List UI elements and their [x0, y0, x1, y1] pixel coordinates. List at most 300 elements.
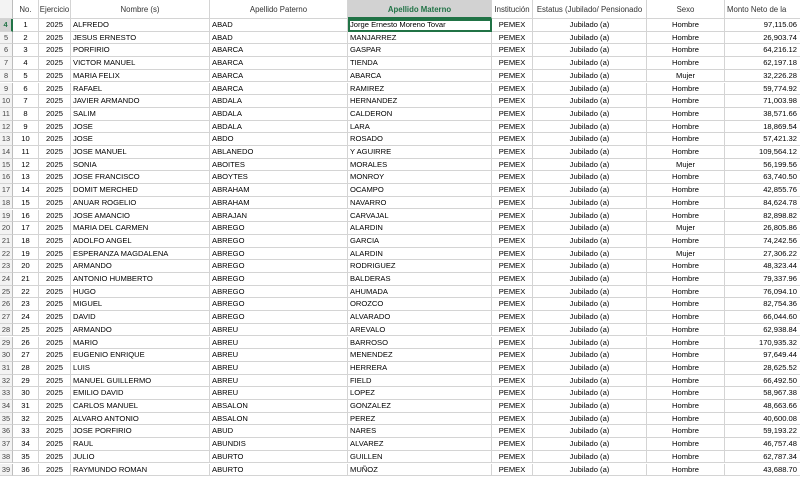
cell-ejercicio[interactable]: 2025	[39, 222, 71, 235]
cell-apellido-paterno[interactable]: ABAD	[210, 19, 348, 32]
cell-apellido-paterno[interactable]: ABREGO	[210, 298, 348, 311]
cell-apellido-paterno[interactable]: ABDALA	[210, 95, 348, 108]
cell-ejercicio[interactable]: 2025	[39, 298, 71, 311]
cell-no[interactable]: 5	[13, 70, 39, 83]
cell-monto[interactable]: 109,564.12	[725, 146, 800, 159]
cell-institucion[interactable]: PEMEX	[492, 311, 533, 324]
cell-ejercicio[interactable]: 2025	[39, 464, 71, 477]
header-sexo[interactable]: Sexo	[647, 0, 725, 19]
cell-ejercicio[interactable]: 2025	[39, 83, 71, 96]
cell-no[interactable]: 4	[13, 57, 39, 70]
cell-no[interactable]: 10	[13, 133, 39, 146]
cell-monto[interactable]: 40,600.08	[725, 413, 800, 426]
cell-nombre[interactable]: JULIO	[71, 451, 210, 464]
cell-ejercicio[interactable]: 2025	[39, 425, 71, 438]
cell-monto[interactable]: 48,323.44	[725, 260, 800, 273]
cell-nombre[interactable]: MARIA FELIX	[71, 70, 210, 83]
row-number[interactable]: 14	[0, 146, 13, 159]
cell-sexo[interactable]: Hombre	[647, 108, 725, 121]
cell-sexo[interactable]: Hombre	[647, 146, 725, 159]
cell-apellido-materno[interactable]: ALVARADO	[348, 311, 492, 324]
cell-apellido-materno[interactable]: AREVALO	[348, 324, 492, 337]
cell-sexo[interactable]: Hombre	[647, 184, 725, 197]
cell-monto[interactable]: 97,115.06	[725, 19, 800, 32]
cell-sexo[interactable]: Hombre	[647, 83, 725, 96]
cell-apellido-paterno[interactable]: ABREU	[210, 337, 348, 350]
cell-nombre[interactable]: JOSE PORFIRIO	[71, 425, 210, 438]
cell-monto[interactable]: 74,242.56	[725, 235, 800, 248]
cell-no[interactable]: 29	[13, 375, 39, 388]
cell-sexo[interactable]: Hombre	[647, 210, 725, 223]
cell-apellido-materno[interactable]: FIELD	[348, 375, 492, 388]
cell-sexo[interactable]: Hombre	[647, 413, 725, 426]
cell-no[interactable]: 13	[13, 171, 39, 184]
cell-apellido-paterno[interactable]: ABDO	[210, 133, 348, 146]
cell-monto[interactable]: 76,094.10	[725, 286, 800, 299]
cell-ejercicio[interactable]: 2025	[39, 171, 71, 184]
active-cell[interactable]: Jorge Ernesto Moreno Tovar	[348, 19, 492, 32]
cell-apellido-paterno[interactable]: ABOITES	[210, 159, 348, 172]
cell-institucion[interactable]: PEMEX	[492, 210, 533, 223]
cell-monto[interactable]: 48,663.66	[725, 400, 800, 413]
cell-no[interactable]: 31	[13, 400, 39, 413]
cell-monto[interactable]: 62,197.18	[725, 57, 800, 70]
cell-apellido-paterno[interactable]: ABREU	[210, 349, 348, 362]
header-monto[interactable]: Monto Neto de la	[725, 0, 800, 19]
cell-monto[interactable]: 84,624.78	[725, 197, 800, 210]
cell-institucion[interactable]: PEMEX	[492, 387, 533, 400]
cell-apellido-materno[interactable]: PEREZ	[348, 413, 492, 426]
cell-monto[interactable]: 57,421.32	[725, 133, 800, 146]
cell-institucion[interactable]: PEMEX	[492, 70, 533, 83]
cell-apellido-materno[interactable]: ALARDIN	[348, 248, 492, 261]
cell-estatus[interactable]: Jubilado (a)	[533, 387, 647, 400]
cell-monto[interactable]: 82,754.36	[725, 298, 800, 311]
cell-monto[interactable]: 28,625.52	[725, 362, 800, 375]
cell-ejercicio[interactable]: 2025	[39, 133, 71, 146]
row-number[interactable]: 20	[0, 222, 13, 235]
cell-apellido-materno[interactable]: GASPAR	[348, 44, 492, 57]
cell-no[interactable]: 27	[13, 349, 39, 362]
row-number[interactable]: 25	[0, 286, 13, 299]
row-number[interactable]: 28	[0, 324, 13, 337]
cell-no[interactable]: 15	[13, 197, 39, 210]
row-number[interactable]: 35	[0, 413, 13, 426]
cell-institucion[interactable]: PEMEX	[492, 121, 533, 134]
cell-nombre[interactable]: RAUL	[71, 438, 210, 451]
cell-apellido-paterno[interactable]: ABDALA	[210, 108, 348, 121]
cell-nombre[interactable]: DAVID	[71, 311, 210, 324]
cell-apellido-paterno[interactable]: ABREGO	[210, 260, 348, 273]
cell-apellido-paterno[interactable]: ABREGO	[210, 222, 348, 235]
cell-monto[interactable]: 66,044.60	[725, 311, 800, 324]
cell-apellido-paterno[interactable]: ABLANEDO	[210, 146, 348, 159]
cell-monto[interactable]: 62,787.34	[725, 451, 800, 464]
cell-no[interactable]: 25	[13, 324, 39, 337]
row-number[interactable]: 33	[0, 387, 13, 400]
cell-monto[interactable]: 46,757.48	[725, 438, 800, 451]
cell-monto[interactable]: 56,199.56	[725, 159, 800, 172]
row-number[interactable]: 23	[0, 260, 13, 273]
cell-estatus[interactable]: Jubilado (a)	[533, 19, 647, 32]
cell-apellido-paterno[interactable]: ABRAHAM	[210, 197, 348, 210]
row-number[interactable]: 32	[0, 375, 13, 388]
cell-estatus[interactable]: Jubilado (a)	[533, 438, 647, 451]
cell-no[interactable]: 26	[13, 337, 39, 350]
cell-no[interactable]: 19	[13, 248, 39, 261]
cell-no[interactable]: 30	[13, 387, 39, 400]
cell-nombre[interactable]: ANTONIO HUMBERTO	[71, 273, 210, 286]
cell-apellido-materno[interactable]: TIENDA	[348, 57, 492, 70]
cell-monto[interactable]: 64,216.12	[725, 44, 800, 57]
cell-no[interactable]: 22	[13, 286, 39, 299]
cell-apellido-paterno[interactable]: ABSALON	[210, 400, 348, 413]
row-number[interactable]: 38	[0, 451, 13, 464]
cell-apellido-materno[interactable]: HERRERA	[348, 362, 492, 375]
cell-estatus[interactable]: Jubilado (a)	[533, 95, 647, 108]
cell-ejercicio[interactable]: 2025	[39, 349, 71, 362]
cell-monto[interactable]: 18,869.54	[725, 121, 800, 134]
header-estatus[interactable]: Estatus (Jubilado/ Pensionado	[533, 0, 647, 19]
header-no[interactable]: No.	[13, 0, 39, 19]
cell-no[interactable]: 11	[13, 146, 39, 159]
row-number[interactable]: 29	[0, 337, 13, 350]
cell-institucion[interactable]: PEMEX	[492, 235, 533, 248]
cell-nombre[interactable]: EMILIO DAVID	[71, 387, 210, 400]
cell-ejercicio[interactable]: 2025	[39, 70, 71, 83]
cell-institucion[interactable]: PEMEX	[492, 19, 533, 32]
cell-estatus[interactable]: Jubilado (a)	[533, 83, 647, 96]
cell-ejercicio[interactable]: 2025	[39, 400, 71, 413]
cell-apellido-paterno[interactable]: ABAD	[210, 32, 348, 45]
cell-institucion[interactable]: PEMEX	[492, 171, 533, 184]
cell-apellido-paterno[interactable]: ABREU	[210, 387, 348, 400]
cell-monto[interactable]: 71,003.98	[725, 95, 800, 108]
cell-institucion[interactable]: PEMEX	[492, 159, 533, 172]
cell-estatus[interactable]: Jubilado (a)	[533, 133, 647, 146]
cell-monto[interactable]: 170,935.32	[725, 337, 800, 350]
cell-no[interactable]: 28	[13, 362, 39, 375]
cell-institucion[interactable]: PEMEX	[492, 273, 533, 286]
cell-no[interactable]: 17	[13, 222, 39, 235]
row-number[interactable]: 17	[0, 184, 13, 197]
cell-estatus[interactable]: Jubilado (a)	[533, 44, 647, 57]
cell-monto[interactable]: 59,193.22	[725, 425, 800, 438]
cell-apellido-paterno[interactable]: ABARCA	[210, 83, 348, 96]
cell-apellido-paterno[interactable]: ABARCA	[210, 44, 348, 57]
cell-nombre[interactable]: JOSE AMANCIO	[71, 210, 210, 223]
cell-institucion[interactable]: PEMEX	[492, 184, 533, 197]
corner-cell[interactable]	[0, 0, 13, 19]
cell-no[interactable]: 21	[13, 273, 39, 286]
row-number[interactable]: 18	[0, 197, 13, 210]
cell-no[interactable]: 6	[13, 83, 39, 96]
cell-nombre[interactable]: JOSE	[71, 121, 210, 134]
cell-apellido-paterno[interactable]: ABARCA	[210, 70, 348, 83]
cell-institucion[interactable]: PEMEX	[492, 197, 533, 210]
row-number[interactable]: 31	[0, 362, 13, 375]
cell-apellido-paterno[interactable]: ABUNDIS	[210, 438, 348, 451]
cell-sexo[interactable]: Hombre	[647, 387, 725, 400]
cell-no[interactable]: 7	[13, 95, 39, 108]
cell-institucion[interactable]: PEMEX	[492, 222, 533, 235]
cell-nombre[interactable]: ALFREDO	[71, 19, 210, 32]
cell-sexo[interactable]: Hombre	[647, 286, 725, 299]
cell-no[interactable]: 24	[13, 311, 39, 324]
row-number[interactable]: 12	[0, 121, 13, 134]
cell-sexo[interactable]: Hombre	[647, 32, 725, 45]
cell-institucion[interactable]: PEMEX	[492, 324, 533, 337]
cell-ejercicio[interactable]: 2025	[39, 438, 71, 451]
cell-institucion[interactable]: PEMEX	[492, 108, 533, 121]
cell-sexo[interactable]: Hombre	[647, 44, 725, 57]
cell-ejercicio[interactable]: 2025	[39, 324, 71, 337]
cell-nombre[interactable]: RAYMUNDO ROMAN	[71, 464, 210, 477]
cell-nombre[interactable]: ARMANDO	[71, 260, 210, 273]
cell-apellido-materno[interactable]: MANJARREZ	[348, 32, 492, 45]
row-number[interactable]: 16	[0, 171, 13, 184]
cell-ejercicio[interactable]: 2025	[39, 121, 71, 134]
cell-ejercicio[interactable]: 2025	[39, 362, 71, 375]
cell-sexo[interactable]: Hombre	[647, 133, 725, 146]
cell-estatus[interactable]: Jubilado (a)	[533, 108, 647, 121]
row-number[interactable]: 9	[0, 83, 13, 96]
cell-ejercicio[interactable]: 2025	[39, 108, 71, 121]
cell-institucion[interactable]: PEMEX	[492, 362, 533, 375]
cell-sexo[interactable]: Hombre	[647, 95, 725, 108]
cell-apellido-materno[interactable]: Y AGUIRRE	[348, 146, 492, 159]
cell-no[interactable]: 16	[13, 210, 39, 223]
cell-no[interactable]: 18	[13, 235, 39, 248]
cell-sexo[interactable]: Hombre	[647, 324, 725, 337]
cell-estatus[interactable]: Jubilado (a)	[533, 197, 647, 210]
cell-estatus[interactable]: Jubilado (a)	[533, 159, 647, 172]
cell-apellido-materno[interactable]: MUÑOZ	[348, 464, 492, 477]
cell-institucion[interactable]: PEMEX	[492, 260, 533, 273]
cell-institucion[interactable]: PEMEX	[492, 133, 533, 146]
row-number[interactable]: 37	[0, 438, 13, 451]
cell-monto[interactable]: 82,898.82	[725, 210, 800, 223]
cell-sexo[interactable]: Hombre	[647, 273, 725, 286]
cell-apellido-paterno[interactable]: ABURTO	[210, 464, 348, 477]
cell-apellido-materno[interactable]: RODRIGUEZ	[348, 260, 492, 273]
row-number[interactable]: 26	[0, 298, 13, 311]
cell-sexo[interactable]: Hombre	[647, 375, 725, 388]
cell-nombre[interactable]: EUGENIO ENRIQUE	[71, 349, 210, 362]
row-number[interactable]: 5	[0, 32, 13, 45]
cell-apellido-materno[interactable]: HERNANDEZ	[348, 95, 492, 108]
cell-no[interactable]: 32	[13, 413, 39, 426]
cell-monto[interactable]: 62,938.84	[725, 324, 800, 337]
cell-apellido-paterno[interactable]: ABURTO	[210, 451, 348, 464]
cell-sexo[interactable]: Hombre	[647, 197, 725, 210]
row-number[interactable]: 11	[0, 108, 13, 121]
cell-estatus[interactable]: Jubilado (a)	[533, 311, 647, 324]
cell-nombre[interactable]: CARLOS MANUEL	[71, 400, 210, 413]
cell-sexo[interactable]: Hombre	[647, 57, 725, 70]
header-apellido-paterno[interactable]: Apellido Paterno	[210, 0, 348, 19]
cell-apellido-paterno[interactable]: ABREU	[210, 362, 348, 375]
cell-monto[interactable]: 26,805.86	[725, 222, 800, 235]
cell-ejercicio[interactable]: 2025	[39, 451, 71, 464]
cell-institucion[interactable]: PEMEX	[492, 83, 533, 96]
cell-nombre[interactable]: VICTOR MANUEL	[71, 57, 210, 70]
cell-sexo[interactable]: Hombre	[647, 260, 725, 273]
cell-no[interactable]: 35	[13, 451, 39, 464]
row-number[interactable]: 30	[0, 349, 13, 362]
cell-sexo[interactable]: Hombre	[647, 298, 725, 311]
cell-estatus[interactable]: Jubilado (a)	[533, 121, 647, 134]
cell-estatus[interactable]: Jubilado (a)	[533, 248, 647, 261]
cell-apellido-paterno[interactable]: ABREU	[210, 375, 348, 388]
cell-sexo[interactable]: Mujer	[647, 248, 725, 261]
cell-ejercicio[interactable]: 2025	[39, 197, 71, 210]
cell-apellido-materno[interactable]: CALDERON	[348, 108, 492, 121]
cell-nombre[interactable]: JESUS ERNESTO	[71, 32, 210, 45]
cell-apellido-materno[interactable]: ABARCA	[348, 70, 492, 83]
cell-nombre[interactable]: ESPERANZA MAGDALENA	[71, 248, 210, 261]
cell-nombre[interactable]: RAFAEL	[71, 83, 210, 96]
cell-no[interactable]: 14	[13, 184, 39, 197]
cell-ejercicio[interactable]: 2025	[39, 57, 71, 70]
cell-monto[interactable]: 42,855.76	[725, 184, 800, 197]
cell-monto[interactable]: 63,740.50	[725, 171, 800, 184]
cell-estatus[interactable]: Jubilado (a)	[533, 57, 647, 70]
cell-ejercicio[interactable]: 2025	[39, 184, 71, 197]
row-number[interactable]: 22	[0, 248, 13, 261]
cell-institucion[interactable]: PEMEX	[492, 337, 533, 350]
cell-estatus[interactable]: Jubilado (a)	[533, 286, 647, 299]
cell-nombre[interactable]: SALIM	[71, 108, 210, 121]
cell-sexo[interactable]: Mujer	[647, 222, 725, 235]
cell-nombre[interactable]: SONIA	[71, 159, 210, 172]
cell-apellido-materno[interactable]: OROZCO	[348, 298, 492, 311]
cell-ejercicio[interactable]: 2025	[39, 19, 71, 32]
header-ejercicio[interactable]: Ejercicio	[39, 0, 71, 19]
header-apellido-materno[interactable]: Apellido Materno	[348, 0, 492, 19]
cell-estatus[interactable]: Jubilado (a)	[533, 413, 647, 426]
cell-ejercicio[interactable]: 2025	[39, 286, 71, 299]
cell-apellido-materno[interactable]: GONZALEZ	[348, 400, 492, 413]
cell-sexo[interactable]: Hombre	[647, 438, 725, 451]
cell-apellido-materno[interactable]: LOPEZ	[348, 387, 492, 400]
row-number[interactable]: 4	[0, 19, 13, 32]
cell-institucion[interactable]: PEMEX	[492, 298, 533, 311]
cell-estatus[interactable]: Jubilado (a)	[533, 146, 647, 159]
cell-apellido-materno[interactable]: ALVAREZ	[348, 438, 492, 451]
row-number[interactable]: 39	[0, 464, 13, 477]
cell-estatus[interactable]: Jubilado (a)	[533, 210, 647, 223]
cell-nombre[interactable]: MARIO	[71, 337, 210, 350]
cell-no[interactable]: 33	[13, 425, 39, 438]
cell-apellido-materno[interactable]: AHUMADA	[348, 286, 492, 299]
cell-sexo[interactable]: Hombre	[647, 349, 725, 362]
cell-nombre[interactable]: ALVARO ANTONIO	[71, 413, 210, 426]
cell-apellido-materno[interactable]: GARCIA	[348, 235, 492, 248]
cell-apellido-materno[interactable]: BALDERAS	[348, 273, 492, 286]
cell-apellido-materno[interactable]: BARROSO	[348, 337, 492, 350]
row-number[interactable]: 7	[0, 57, 13, 70]
cell-apellido-materno[interactable]: RAMIREZ	[348, 83, 492, 96]
cell-monto[interactable]: 66,492.50	[725, 375, 800, 388]
cell-monto[interactable]: 26,903.74	[725, 32, 800, 45]
cell-estatus[interactable]: Jubilado (a)	[533, 171, 647, 184]
cell-ejercicio[interactable]: 2025	[39, 44, 71, 57]
row-number[interactable]: 27	[0, 311, 13, 324]
cell-monto[interactable]: 38,571.66	[725, 108, 800, 121]
cell-nombre[interactable]: PORFIRIO	[71, 44, 210, 57]
cell-sexo[interactable]: Hombre	[647, 121, 725, 134]
cell-apellido-materno[interactable]: NARES	[348, 425, 492, 438]
cell-nombre[interactable]: ARMANDO	[71, 324, 210, 337]
cell-ejercicio[interactable]: 2025	[39, 260, 71, 273]
cell-no[interactable]: 3	[13, 44, 39, 57]
cell-estatus[interactable]: Jubilado (a)	[533, 70, 647, 83]
row-number[interactable]: 8	[0, 70, 13, 83]
cell-ejercicio[interactable]: 2025	[39, 375, 71, 388]
cell-estatus[interactable]: Jubilado (a)	[533, 400, 647, 413]
cell-estatus[interactable]: Jubilado (a)	[533, 464, 647, 477]
cell-monto[interactable]: 58,967.38	[725, 387, 800, 400]
cell-estatus[interactable]: Jubilado (a)	[533, 235, 647, 248]
row-number[interactable]: 19	[0, 210, 13, 223]
cell-apellido-materno[interactable]: NAVARRO	[348, 197, 492, 210]
cell-sexo[interactable]: Hombre	[647, 451, 725, 464]
cell-apellido-paterno[interactable]: ABOYTES	[210, 171, 348, 184]
cell-estatus[interactable]: Jubilado (a)	[533, 362, 647, 375]
cell-estatus[interactable]: Jubilado (a)	[533, 32, 647, 45]
cell-nombre[interactable]: ANUAR ROGELIO	[71, 197, 210, 210]
cell-no[interactable]: 34	[13, 438, 39, 451]
cell-apellido-paterno[interactable]: ABRAJAN	[210, 210, 348, 223]
cell-apellido-materno[interactable]: GUILLEN	[348, 451, 492, 464]
cell-estatus[interactable]: Jubilado (a)	[533, 451, 647, 464]
cell-sexo[interactable]: Hombre	[647, 464, 725, 477]
cell-institucion[interactable]: PEMEX	[492, 464, 533, 477]
cell-estatus[interactable]: Jubilado (a)	[533, 425, 647, 438]
cell-ejercicio[interactable]: 2025	[39, 413, 71, 426]
cell-estatus[interactable]: Jubilado (a)	[533, 337, 647, 350]
cell-monto[interactable]: 97,649.44	[725, 349, 800, 362]
cell-estatus[interactable]: Jubilado (a)	[533, 298, 647, 311]
cell-apellido-paterno[interactable]: ABREGO	[210, 235, 348, 248]
row-number[interactable]: 10	[0, 95, 13, 108]
cell-apellido-materno[interactable]: CARVAJAL	[348, 210, 492, 223]
cell-apellido-paterno[interactable]: ABRAHAM	[210, 184, 348, 197]
cell-institucion[interactable]: PEMEX	[492, 349, 533, 362]
cell-apellido-paterno[interactable]: ABUD	[210, 425, 348, 438]
cell-apellido-materno[interactable]: OCAMPO	[348, 184, 492, 197]
row-number[interactable]: 21	[0, 235, 13, 248]
cell-monto[interactable]: 59,774.92	[725, 83, 800, 96]
cell-apellido-paterno[interactable]: ABARCA	[210, 57, 348, 70]
cell-monto[interactable]: 27,306.22	[725, 248, 800, 261]
cell-sexo[interactable]: Hombre	[647, 400, 725, 413]
cell-no[interactable]: 9	[13, 121, 39, 134]
cell-estatus[interactable]: Jubilado (a)	[533, 273, 647, 286]
cell-ejercicio[interactable]: 2025	[39, 159, 71, 172]
cell-institucion[interactable]: PEMEX	[492, 425, 533, 438]
header-institucion[interactable]: Institución	[492, 0, 533, 19]
cell-monto[interactable]: 79,337.96	[725, 273, 800, 286]
cell-institucion[interactable]: PEMEX	[492, 32, 533, 45]
cell-apellido-materno[interactable]: LARA	[348, 121, 492, 134]
row-number[interactable]: 36	[0, 425, 13, 438]
cell-nombre[interactable]: JOSE MANUEL	[71, 146, 210, 159]
cell-sexo[interactable]: Hombre	[647, 362, 725, 375]
cell-institucion[interactable]: PEMEX	[492, 146, 533, 159]
cell-institucion[interactable]: PEMEX	[492, 451, 533, 464]
